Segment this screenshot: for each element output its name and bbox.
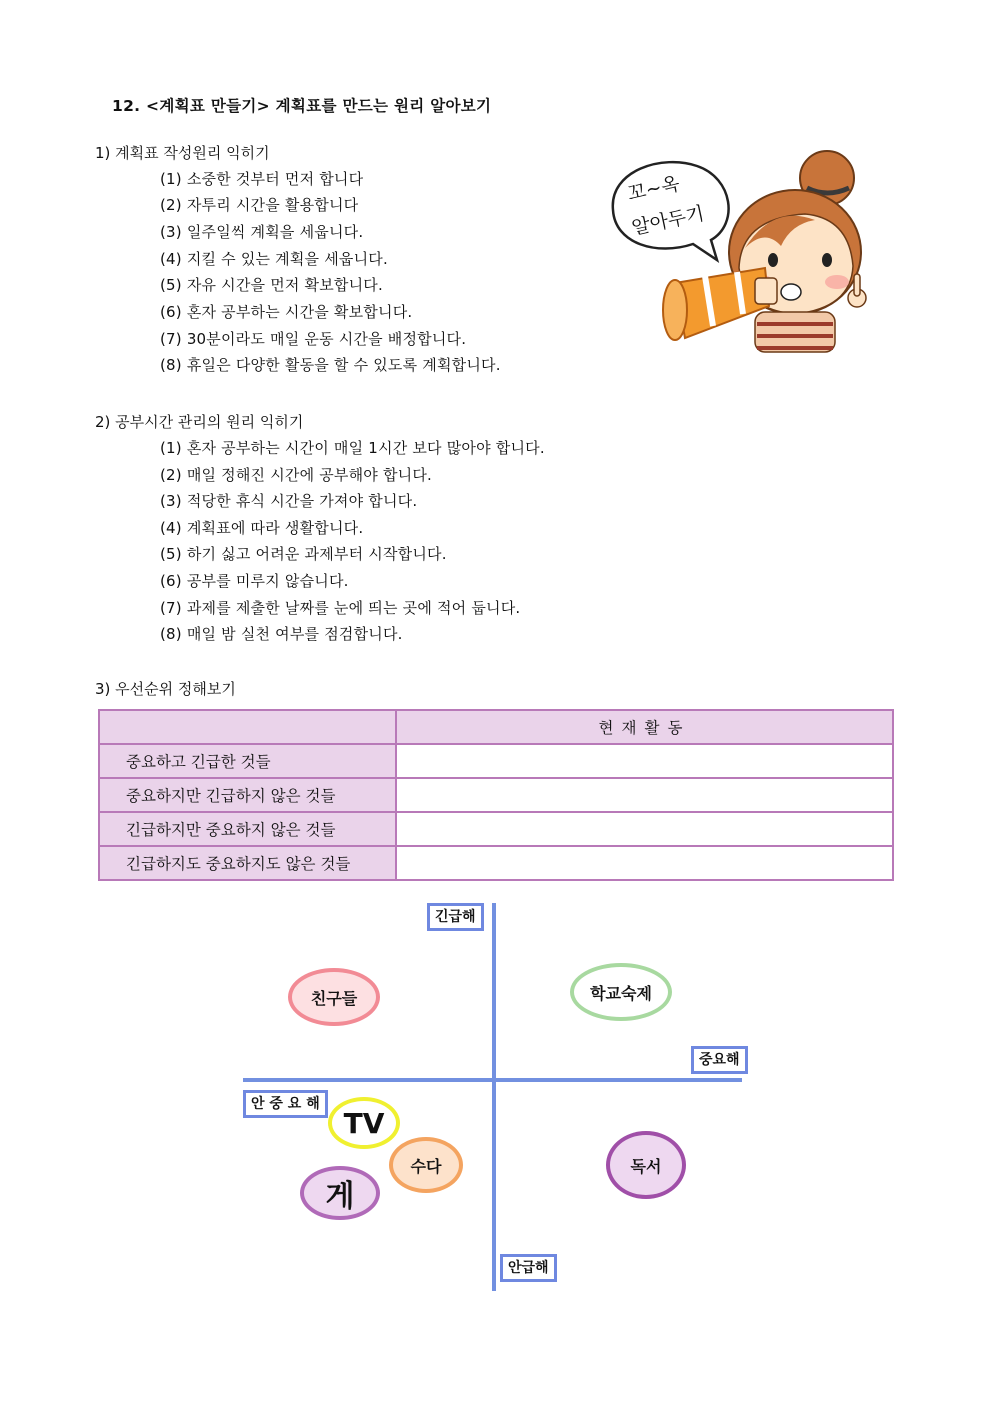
axis-label-important: 중요해 bbox=[691, 1046, 748, 1074]
list-item: (5) 자유 시간을 먼저 확보합니다. bbox=[160, 276, 383, 294]
section1-heading: 1) 계획표 작성원리 익히기 bbox=[95, 144, 270, 162]
page-title: 12. <계획표 만들기> 계획표를 만드는 원리 알아보기 bbox=[112, 97, 492, 115]
table-corner-cell bbox=[99, 710, 396, 744]
bubble-game: 게 bbox=[300, 1166, 380, 1220]
table-row-value[interactable] bbox=[396, 744, 893, 778]
section3-heading: 3) 우선순위 정해보기 bbox=[95, 680, 236, 698]
list-item: (6) 공부를 미루지 않습니다. bbox=[160, 572, 349, 590]
horizontal-axis bbox=[243, 1078, 742, 1082]
table-row bbox=[99, 846, 893, 880]
vertical-axis bbox=[492, 903, 496, 1291]
list-item: (2) 자투리 시간을 활용합니다 bbox=[160, 196, 359, 214]
list-item: (7) 과제를 제출한 날짜를 눈에 띄는 곳에 적어 둡니다. bbox=[160, 599, 521, 617]
table-row-label: 중요하지만 긴급하지 않은 것들 bbox=[99, 778, 396, 812]
list-item: (5) 하기 싫고 어려운 과제부터 시작합니다. bbox=[160, 545, 447, 563]
table-header-current-activity: 현재활동 bbox=[396, 710, 893, 744]
table-row-value[interactable] bbox=[396, 846, 893, 880]
list-item: (6) 혼자 공부하는 시간을 확보합니다. bbox=[160, 303, 413, 321]
bubble-friends: 친구들 bbox=[288, 968, 380, 1026]
list-item: (1) 소중한 것부터 먼저 합니다 bbox=[160, 170, 364, 188]
table-row bbox=[99, 778, 893, 812]
list-item: (7) 30분이라도 매일 운동 시간을 배정합니다. bbox=[160, 330, 467, 348]
table-row-value[interactable] bbox=[396, 812, 893, 846]
bubble-tv: TV bbox=[328, 1097, 400, 1149]
list-item: (8) 휴일은 다양한 활동을 할 수 있도록 계획합니다. bbox=[160, 356, 501, 374]
list-item: (4) 계획표에 따라 생활합니다. bbox=[160, 519, 364, 537]
axis-label-urgent: 긴급해 bbox=[427, 903, 484, 931]
speech-text-line1: 꼬~옥 bbox=[625, 172, 682, 206]
table-row-value[interactable] bbox=[396, 778, 893, 812]
list-item: (2) 매일 정해진 시간에 공부해야 합니다. bbox=[160, 466, 433, 484]
table-row bbox=[99, 744, 893, 778]
list-item: (3) 적당한 휴식 시간을 가져야 합니다. bbox=[160, 492, 418, 510]
megaphone-girl-illustration bbox=[605, 148, 875, 353]
bubble-reading: 독서 bbox=[606, 1131, 686, 1199]
table-row-label: 긴급하지만 중요하지 않은 것들 bbox=[99, 812, 396, 846]
bubble-homework: 학교숙제 bbox=[570, 963, 672, 1021]
section2-heading: 2) 공부시간 관리의 원리 익히기 bbox=[95, 413, 304, 431]
axis-label-not-important: 안 중 요 해 bbox=[243, 1090, 328, 1118]
table-row-label: 중요하고 긴급한 것들 bbox=[99, 744, 396, 778]
axis-label-not-urgent: 안급해 bbox=[500, 1254, 557, 1282]
speech-text-line2: 알아두기 bbox=[629, 202, 707, 240]
table-row bbox=[99, 812, 893, 846]
list-item: (8) 매일 밤 실천 여부를 점검합니다. bbox=[160, 625, 403, 643]
priority-table bbox=[98, 709, 894, 881]
list-item: (1) 혼자 공부하는 시간이 매일 1시간 보다 많아야 합니다. bbox=[160, 439, 545, 457]
table-row-label: 긴급하지도 중요하지도 않은 것들 bbox=[99, 846, 396, 880]
list-item: (4) 지킬 수 있는 계획을 세웁니다. bbox=[160, 250, 388, 268]
list-item: (3) 일주일씩 계획을 세웁니다. bbox=[160, 223, 364, 241]
bubble-chat: 수다 bbox=[389, 1137, 463, 1193]
